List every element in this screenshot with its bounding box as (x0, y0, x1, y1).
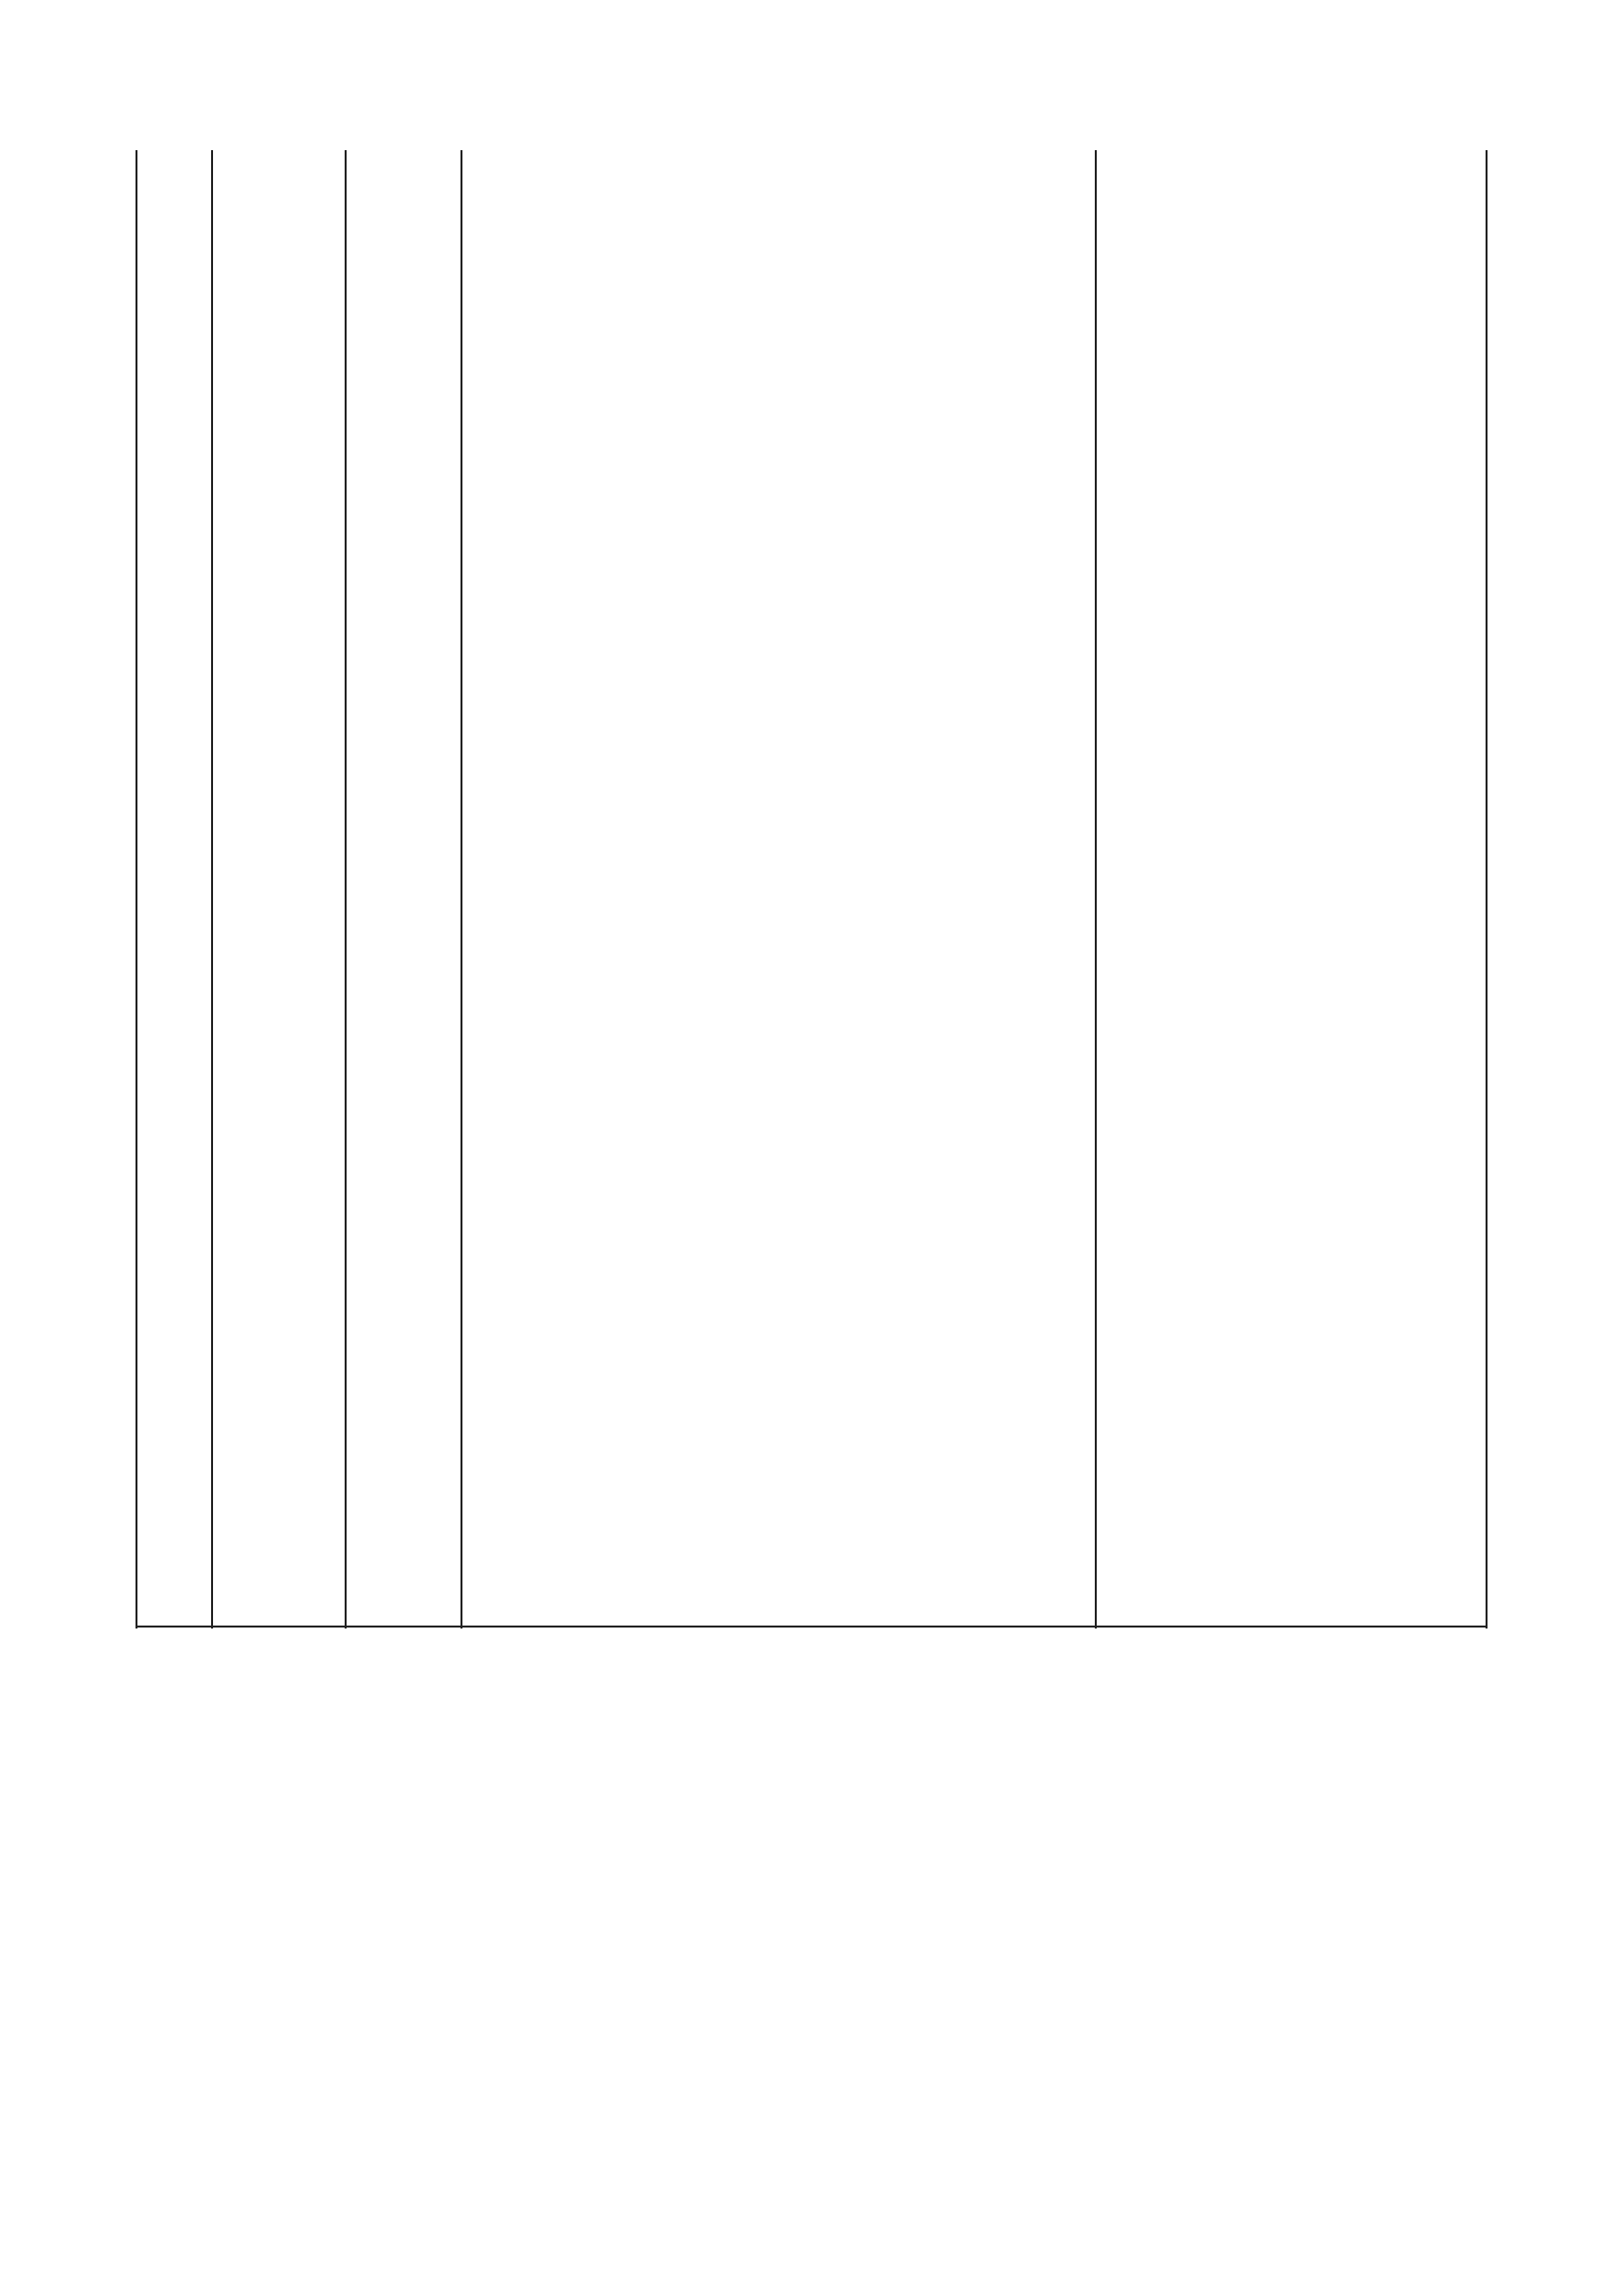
column-divider-2 (345, 150, 347, 1629)
table-border-right (1486, 150, 1488, 1629)
column-divider-1 (211, 150, 213, 1629)
table-border-bottom (135, 1626, 1488, 1628)
column-divider-4 (1095, 150, 1097, 1629)
column-divider-3 (460, 150, 462, 1629)
table-border-left (135, 150, 137, 1629)
